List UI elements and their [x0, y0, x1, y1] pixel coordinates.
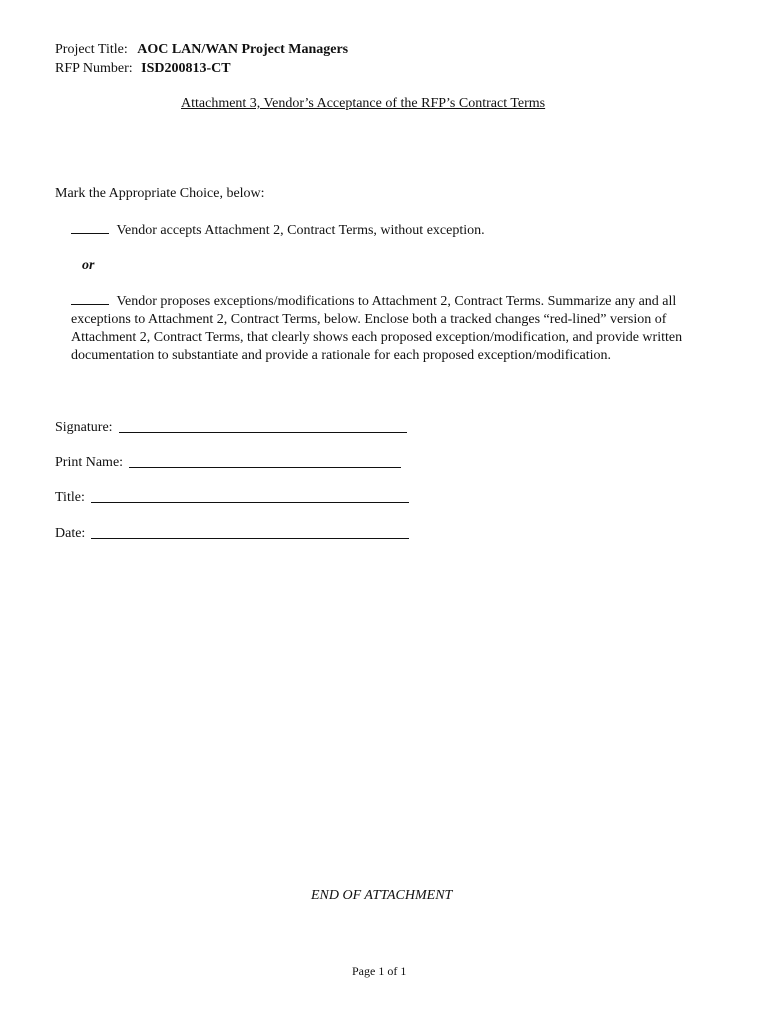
instruction-text: Mark the Appropriate Choice, below:: [55, 186, 265, 201]
or-separator: or: [82, 258, 95, 273]
date-row: [55, 524, 409, 543]
project-title-label: Project Title:: [55, 42, 128, 57]
date-label: Date:: [55, 526, 86, 541]
propose-checkmark-blank[interactable]: [71, 292, 109, 305]
rfp-number-value: ISD200813-CT: [141, 61, 231, 76]
print-name-line[interactable]: [129, 453, 401, 468]
rfp-number-row: [55, 60, 231, 78]
accept-choice-row: [71, 221, 485, 240]
title-row: [55, 488, 409, 507]
date-line[interactable]: [91, 524, 409, 539]
propose-choice-row: [71, 292, 711, 365]
rfp-number-label: RFP Number:: [55, 61, 133, 76]
print-name-label: Print Name:: [55, 455, 124, 470]
document-title: Attachment 3, Vendor’s Acceptance of the RFP’s Contract Terms: [181, 96, 546, 111]
signature-row: [55, 418, 407, 437]
end-of-attachment: END OF ATTACHMENT: [311, 888, 453, 903]
signature-line[interactable]: [119, 418, 407, 433]
signature-label: Signature:: [55, 420, 113, 435]
project-title-row: [55, 41, 348, 59]
print-name-row: [55, 453, 401, 472]
accept-checkmark-blank[interactable]: [71, 221, 109, 234]
title-line[interactable]: [91, 488, 409, 503]
page-number: Page 1 of 1: [352, 964, 407, 978]
project-title-value: AOC LAN/WAN Project Managers: [137, 42, 349, 57]
title-label: Title:: [55, 490, 85, 505]
accept-choice-text: Vendor accepts Attachment 2, Contract Terms, without exception.: [116, 223, 485, 238]
propose-choice-text: Vendor proposes exceptions/modifications to Attachment 2, Contract Terms. Summarize any and all exceptions to Attachment 2, Contract Terms, below. Enclose both a tracked changes “red-lined” version of Attachment 2, Contract Terms, that clearly shows each proposed exception/modification, and provide written documentation to substantiate and provide a rationale for each proposed exception/modification.: [71, 294, 683, 363]
